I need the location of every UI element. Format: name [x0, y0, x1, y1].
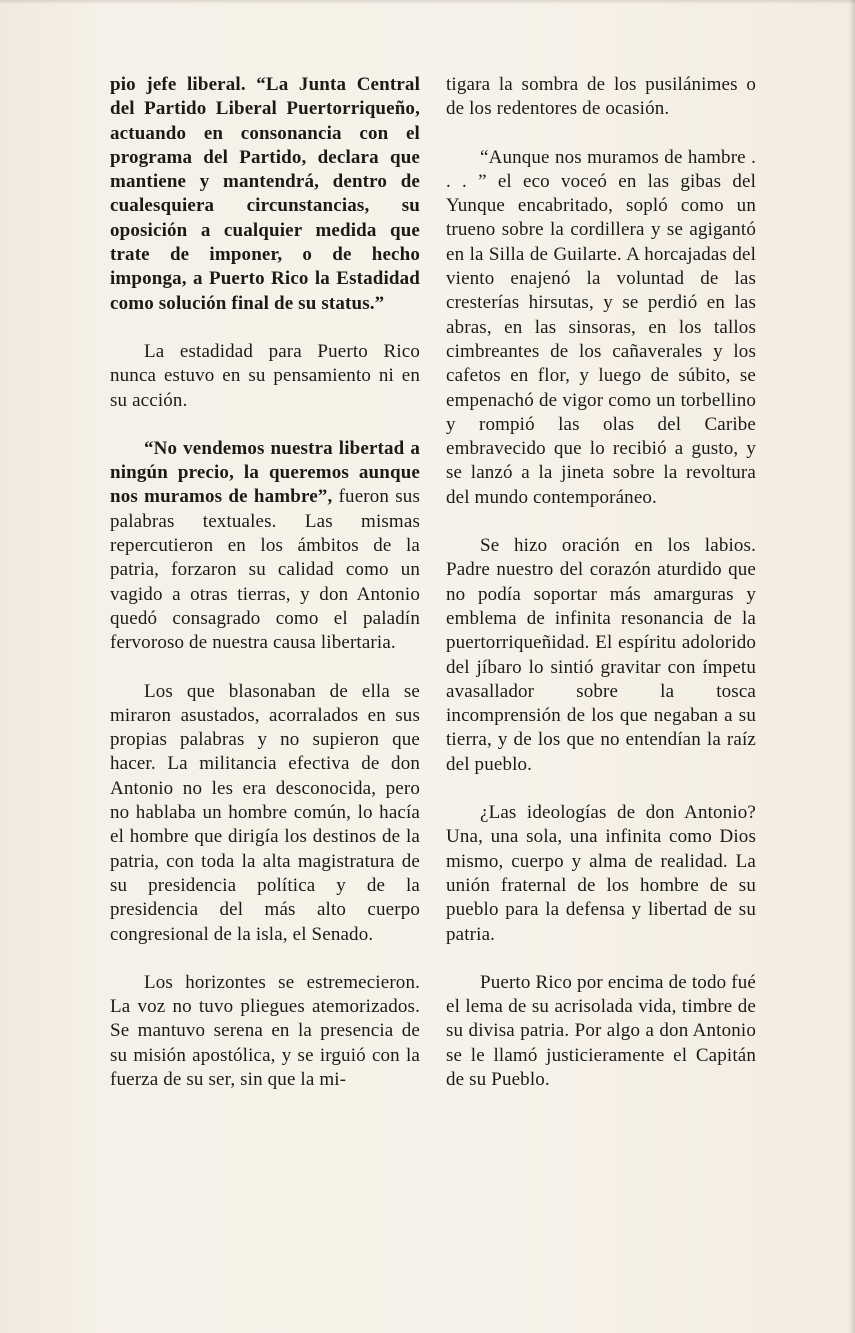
left-paragraph-1: pio jefe liberal. “La Junta Central del Partido Liberal Puertorriqueño, actuando en consonancia con el programa del Partido, declara que mantiene y mantendrá, dentro de cualesquiera circunstancias, su oposición a cualquier medida que trate de imponer, o de hecho imponga, a Puerto Rico la Estadidad como solución final de su status.” — [110, 74, 420, 314]
left-text-column — [110, 73, 420, 1116]
left-paragraph-2: La estadidad para Puerto Rico nunca estuvo en su pensamiento ni en su acción. — [110, 340, 420, 411]
page-top-shadow — [0, 0, 855, 4]
right-paragraph-2: “Aunque nos muramos de hambre . . . ” el eco voceó en las gibas del Yunque encabritado, sopló como un trueno sobre la cordillera y se agigantó en la Silla de Guilarte. A horcajadas del viento enajenó la voluntad de las cresterías hirsutas, y se perdió en las abras, en las sinsoras, en los tallos cimbreantes de los cañaverales y los cafetos en flor, y luego de súbito, se empenachó de vigor como un torbellino y rompió las olas del Caribe embravecido que lo recibió a gusto, y se lanzó a la jineta sobre la revoltura del mundo contemporáneo. — [446, 146, 756, 508]
page-right-edge-shadow — [849, 0, 855, 1333]
right-paragraph-5: Puerto Rico por encima de todo fué el lema de su acrisolada vida, timbre de su divisa patria. Por algo a don Antonio se le llamó justicieramente el Capitán de su Pueblo. — [446, 971, 756, 1090]
quote-bold-text: “No vendemos nuestra libertad a ningún precio, la queremos aunque nos muramos de hambre”, — [110, 437, 420, 508]
left-paragraph-5: Los horizontes se estremecieron. La voz no tuvo pliegues atemorizados. Se mantuvo serena en la presencia de su misión apostólica, y se irguió con la fuerza de su ser, sin que la mi- — [110, 971, 420, 1090]
right-paragraph-1: tigara la sombra de los pusilánimes o de los redentores de ocasión. — [446, 74, 756, 120]
left-paragraph-4: Los que blasonaban de ella se miraron asustados, acorralados en sus propias palabras y no supieron que hacer. La militancia efectiva de don Antonio no les era desconocida, pero no hablaba un hombre común, lo hacía el hombre que dirigía los destinos de la patria, con toda la alta magistratura de su presidencia política y de la presidencia del más alto cuerpo congresional de la isla, el Senado. — [110, 680, 420, 945]
right-paragraph-4: ¿Las ideologías de don Antonio? Una, una sola, una infinita como Dios mismo, cuerpo y alma de realidad. La unión fraternal de los hombre de su pueblo para la defensa y libertad de su patria. — [446, 802, 756, 945]
left-paragraph-3 — [110, 437, 420, 656]
right-text-column — [446, 73, 756, 1116]
quote-continuation-text: fueron sus palabras textuales. Las mismas repercutieron en los ámbitos de la patria, forzaron su calidad como un vagido a otras tierras, y don Antonio quedó consagrado como el paladín fervoroso de nuestra causa libertaria. — [110, 486, 420, 654]
right-paragraph-3: Se hizo oración en los labios. Padre nuestro del corazón aturdido que no podía soportar más amarguras y emblema de infinita resonancia de la puertorriqueñidad. El espíritu adolorido del jíbaro lo sintió gravitar con ímpetu avasallador sobre la tosca incomprensión de los que negaban a su tierra, y de los que no entendían la raíz del pueblo. — [446, 535, 756, 775]
